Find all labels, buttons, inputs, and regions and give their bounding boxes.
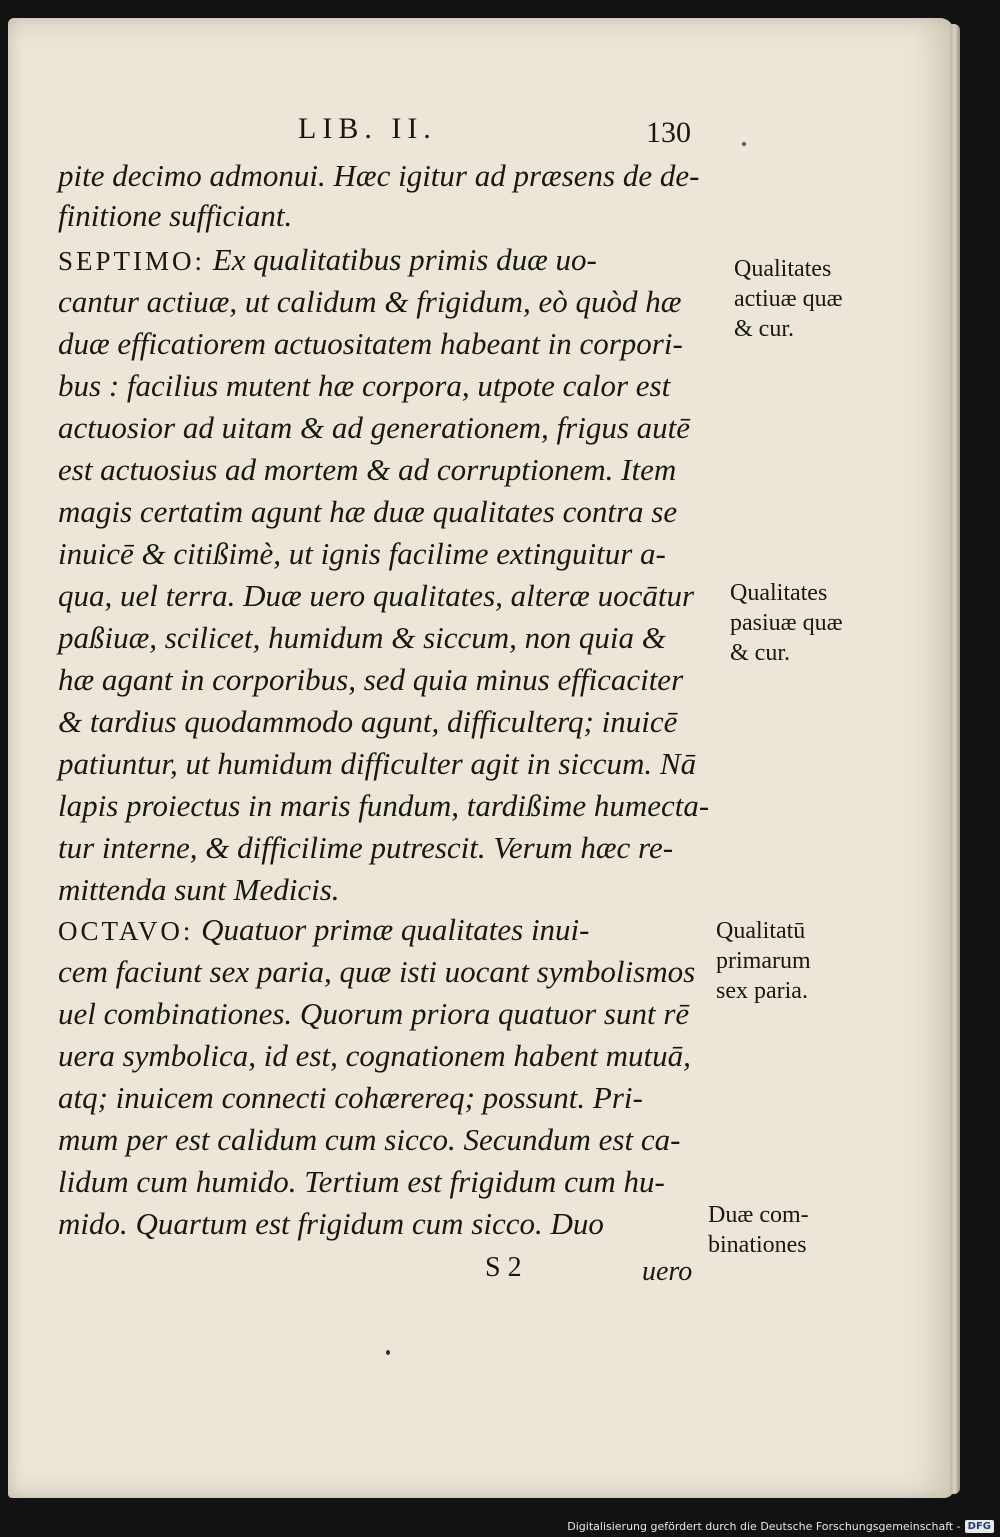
body-line: lapis proiectus in maris fundum, tardißime humecta- <box>58 788 710 823</box>
septimo-rest: Ex qualitatibus primis duæ uo- <box>212 242 597 277</box>
body-line: mido. Quartum est frigidum cum sicco. Duo <box>58 1206 604 1241</box>
body-line: finitione sufficiant. <box>58 198 293 233</box>
running-head: LIB. II. <box>298 112 437 145</box>
body-line: paßiuæ, scilicet, humidum & siccum, non quia & <box>58 620 666 655</box>
body-line: atq; inuicem connecti cohærereq; possunt. Pri- <box>58 1080 643 1115</box>
body-line: cantur actiuæ, ut calidum & frigidum, eò quòd hæ <box>58 284 682 319</box>
body-line: actuosior ad uitam & ad generationem, frigus autē <box>58 410 691 445</box>
septimo-lead: SEPTIMO: <box>58 246 206 276</box>
marginal-note-combinationes: Duæ com- binationes <box>708 1202 809 1258</box>
marginal-note-activae: Qualitates actiuæ quæ & cur. <box>734 256 843 342</box>
body-line: tur interne, & difficilime putrescit. Verum hæc re- <box>58 830 674 865</box>
ink-speck <box>742 142 746 146</box>
body-line: inuicē & citißimè, ut ignis facilime extinguitur a- <box>58 536 666 571</box>
footer-credit: Digitalisierung gefördert durch die Deutsche Forschungsgemeinschaft - <box>567 1519 961 1533</box>
body-line: mittenda sunt Medicis. <box>58 872 340 907</box>
body-line: magis certatim agunt hæ duæ qualitates contra se <box>58 494 678 529</box>
marginal-note-sex-paria: Qualitatū primarum sex paria. <box>716 918 811 1004</box>
octavo-line <box>58 912 590 948</box>
dfg-logo-icon: DFG <box>965 1520 994 1533</box>
digitization-footer <box>567 1515 1000 1537</box>
signature-mark: S 2 <box>485 1252 522 1283</box>
body-line: uel combinationes. Quorum priora quatuor sunt rē <box>58 996 690 1031</box>
body-line: duæ efficatiorem actuositatem habeant in corpori- <box>58 326 683 361</box>
catchword: uero <box>642 1256 693 1287</box>
body-line: & tardius quodammodo agunt, difficulterq; inuicē <box>58 704 678 739</box>
body-line: qua, uel terra. Duæ uero qualitates, alteræ uocātur <box>58 578 695 613</box>
body-line: mum per est calidum cum sicco. Secundum est ca- <box>58 1122 681 1157</box>
body-line: bus : facilius mutent hæ corpora, utpote calor est <box>58 368 671 403</box>
body-line: uera symbolica, id est, cognationem habent mutuā, <box>58 1038 691 1073</box>
folio-number: 130 <box>646 116 691 149</box>
body-line: hæ agant in corporibus, sed quia minus efficaciter <box>58 662 684 697</box>
page-edge <box>950 24 960 1494</box>
septimo-line <box>58 242 597 278</box>
octavo-lead: OCTAVO: <box>58 916 194 946</box>
body-line: est actuosius ad mortem & ad corruptionem. Item <box>58 452 677 487</box>
ink-speck-bottom <box>386 1350 390 1355</box>
marginal-note-passivae: Qualitates pasiuæ quæ & cur. <box>730 580 843 666</box>
body-line: pite decimo admonui. Hæc igitur ad præsens de de- <box>58 158 700 193</box>
octavo-rest: Quatuor primæ qualitates inui- <box>201 912 590 947</box>
body-line: lidum cum humido. Tertium est frigidum cum hu- <box>58 1164 665 1199</box>
body-line: patiuntur, ut humidum difficulter agit in siccum. Nā <box>58 746 697 781</box>
body-line: cem faciunt sex paria, quæ isti uocant symbolismos <box>58 954 696 989</box>
